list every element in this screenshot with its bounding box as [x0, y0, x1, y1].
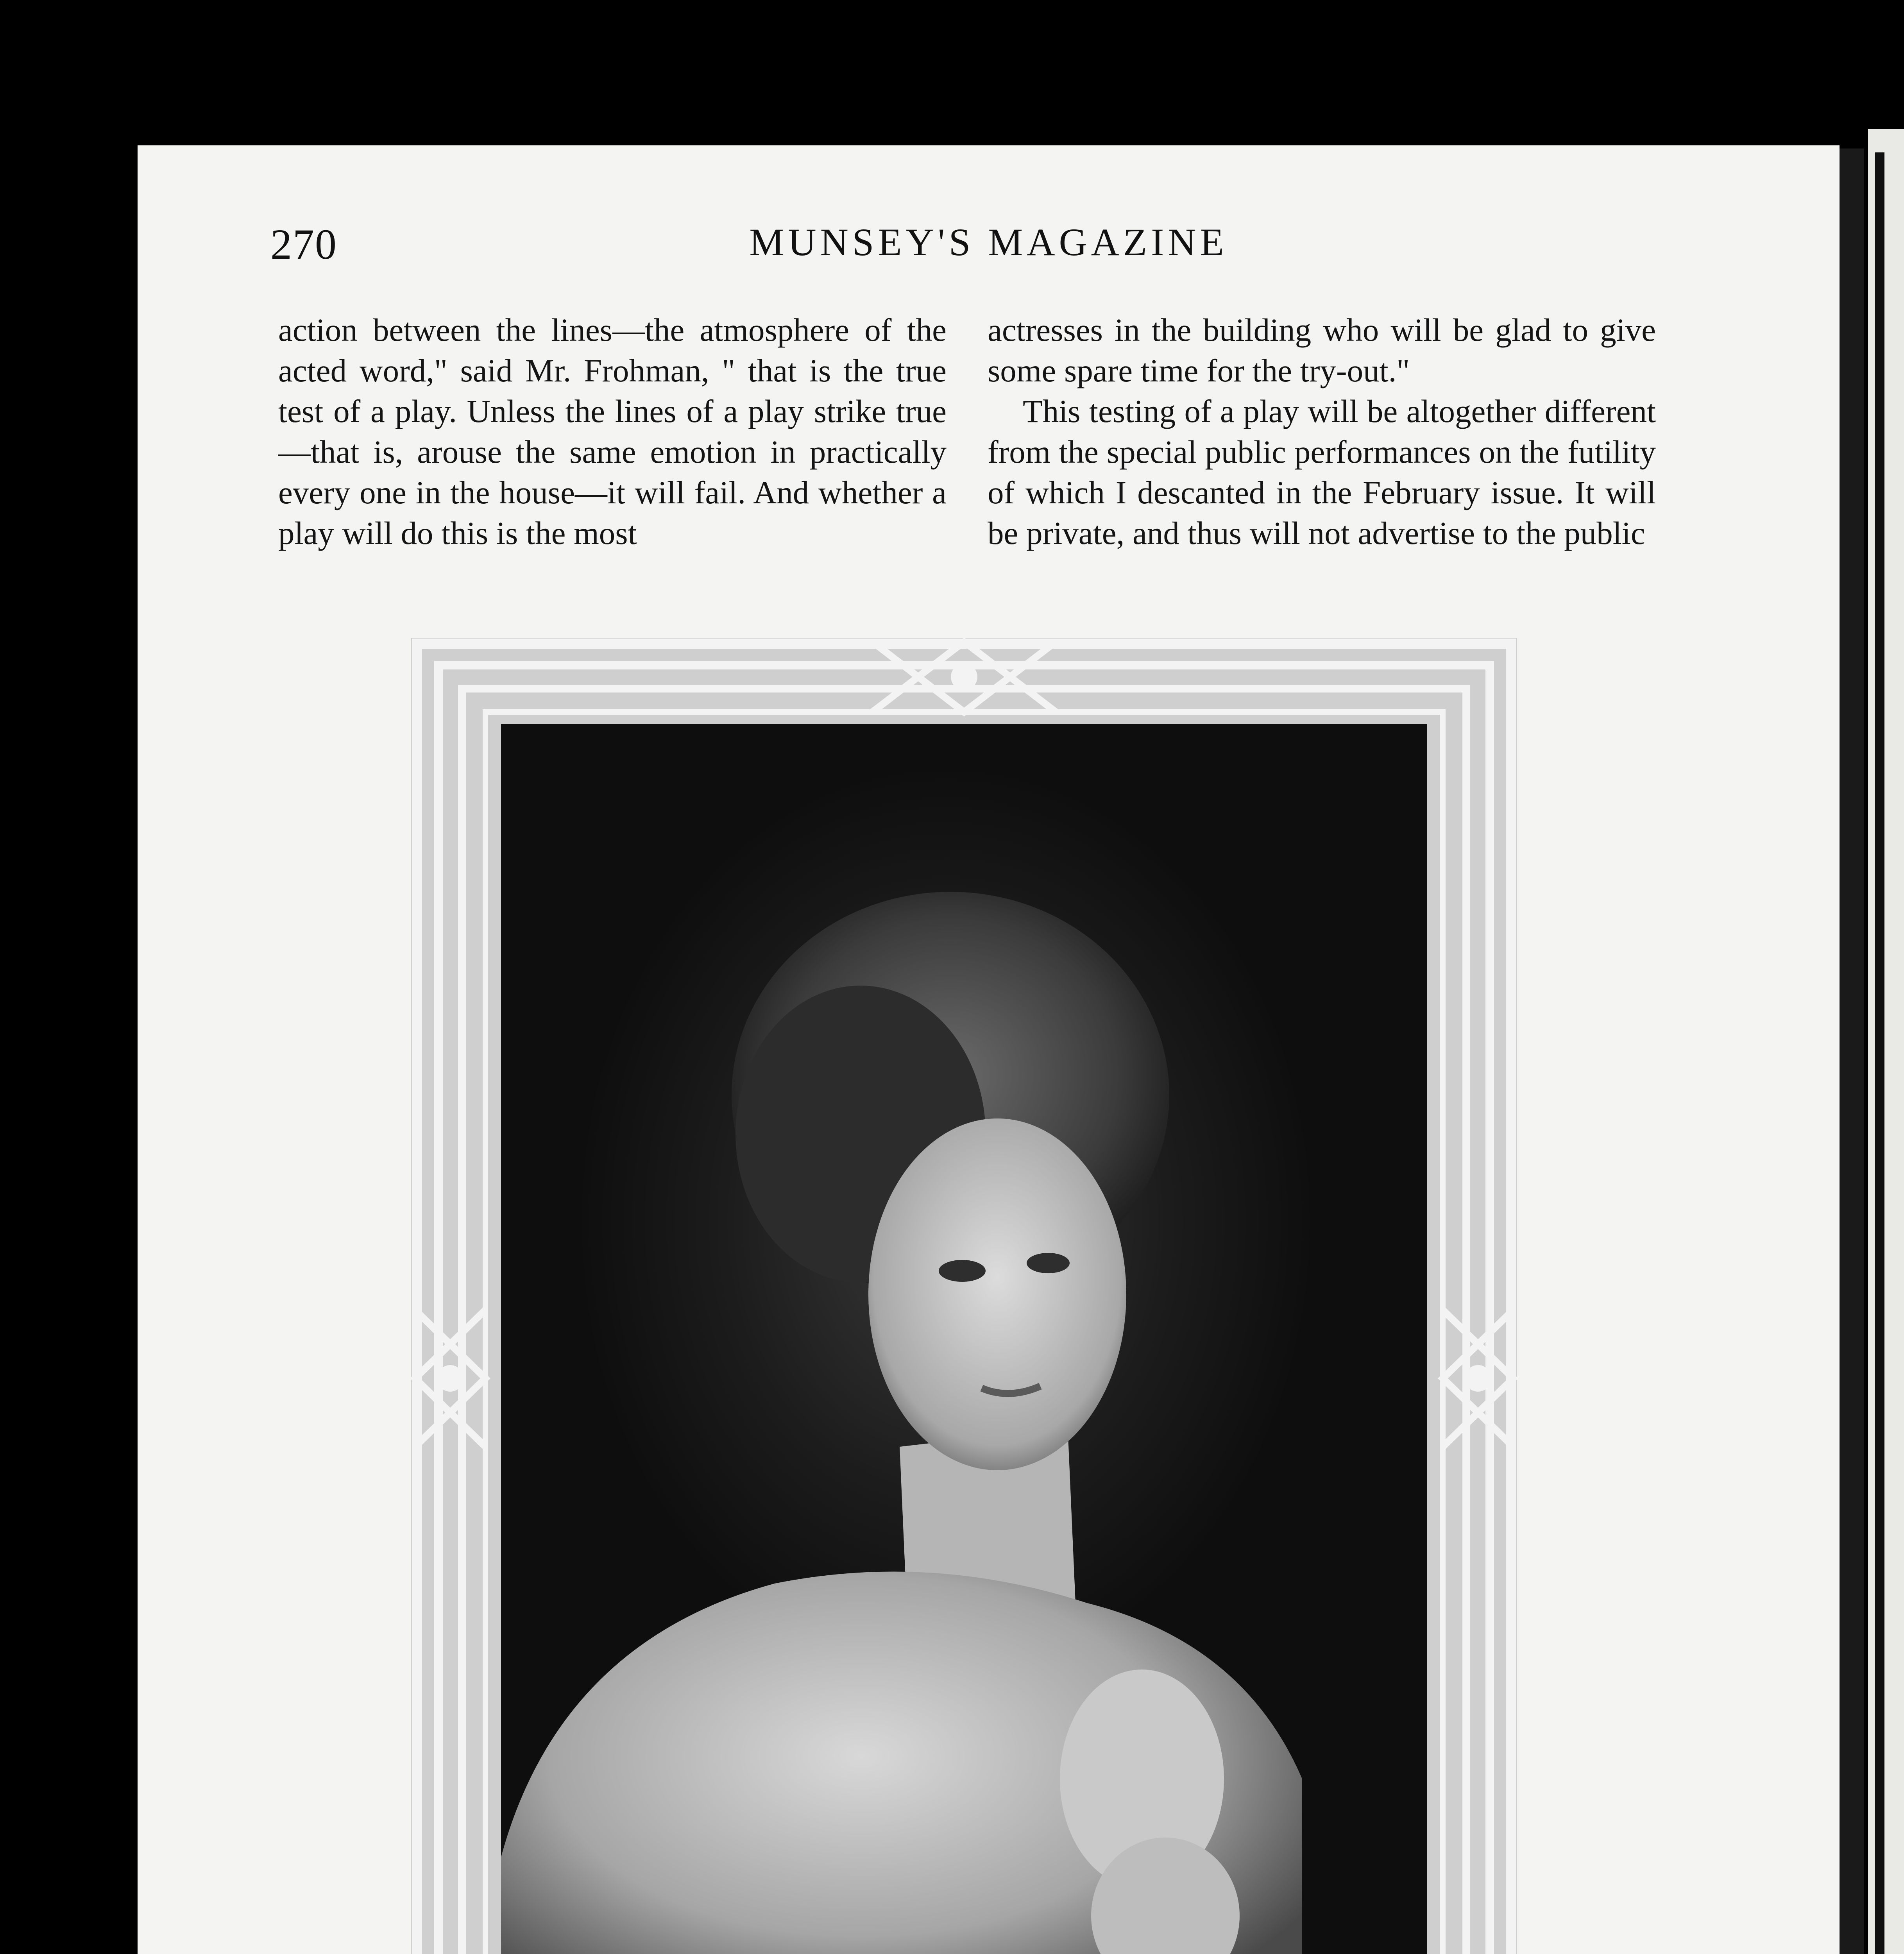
paragraph: action between the lines—the atmosphere of the acted word," said Mr. Frohman, " that is the true test of a play. Unless the lines of a play strike true—that is, arouse the same emotion in practically every one in the house—it will fail. And whether a play will do this is the most: [278, 312, 947, 551]
portrait-photo: [501, 724, 1427, 1954]
paragraph: actresses in the building who will be glad to give some spare time for the try-out.": [988, 312, 1656, 388]
article-column-top-right: [988, 310, 1656, 553]
page-number: 270: [270, 220, 337, 268]
paragraph: This testing of a play will be altogether different from the special public performances on the futility of which I descanted in the February issue. It will be private, and thus will not advertise to the public: [988, 393, 1656, 551]
magazine-title: MUNSEY'S MAGAZINE: [749, 220, 1228, 264]
magazine-page: [138, 145, 1840, 1954]
facing-page-edge: [1868, 129, 1904, 1954]
page-gutter-shadow: [1837, 149, 1864, 1954]
running-head: [138, 220, 1840, 282]
photo-frame: [411, 638, 1517, 1954]
article-column-top-left: [278, 310, 947, 553]
